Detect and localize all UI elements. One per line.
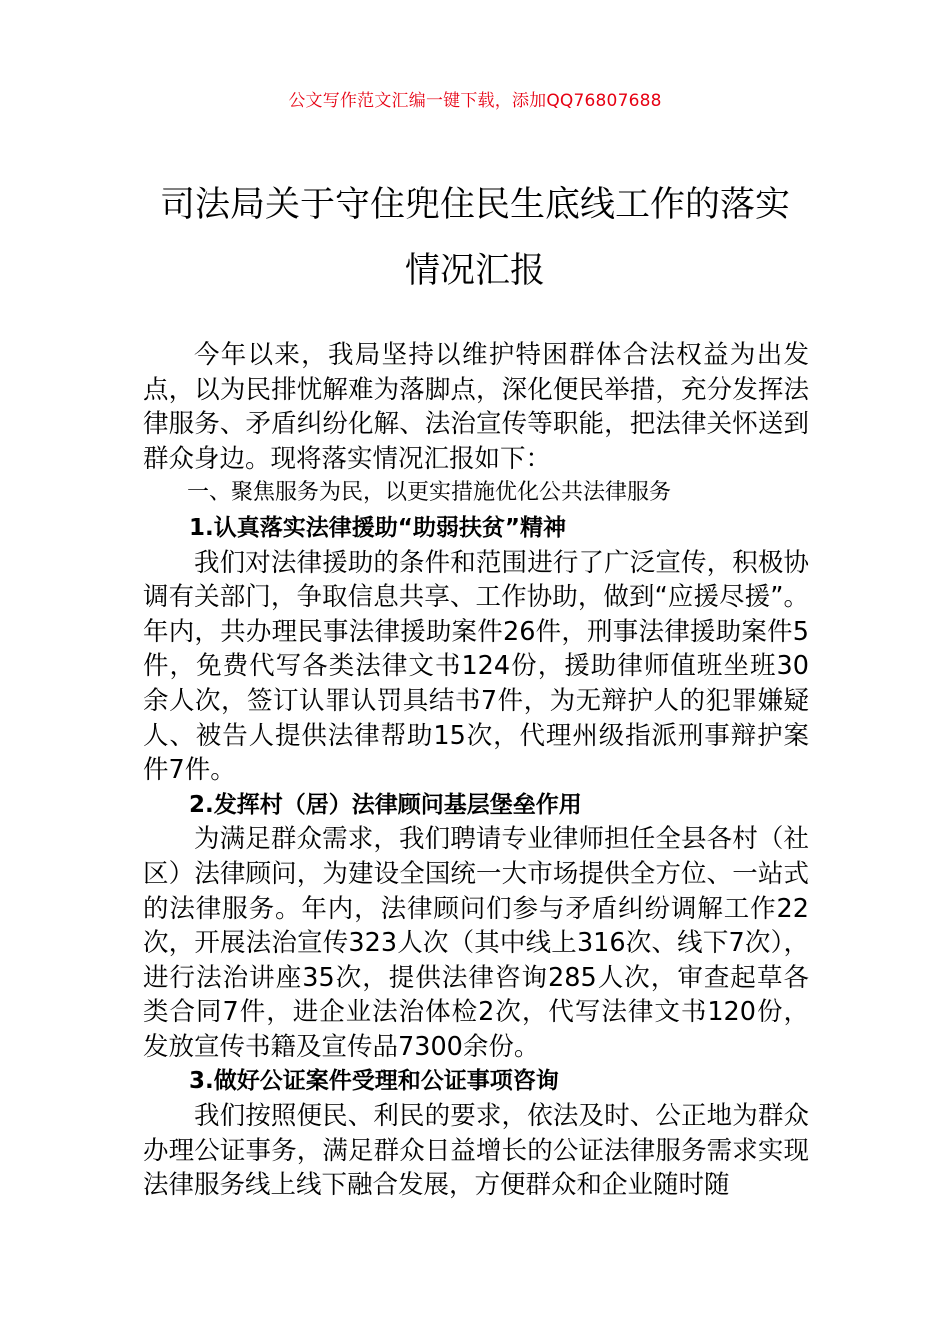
subheading-2: 2.发挥村（居）法律顾问基层堡垒作用 (189, 791, 582, 818)
paragraph-1: 我们对法律援助的条件和范围进行了广泛宣传，积极协调有关部门，争取信息共享、工作协助，做到“应援尽援”。年内，共办理民事法律援助案件26件，刑事法律援助案件5件，免费代写各类法律文书124份，援助律师值班坐班30余人次，签订认罪认罚具结书7件，为无辩护人的犯罪嫌疑人、被告人提供法律帮助15次，代理州级指派刑事辩护案件7件。 (143, 547, 809, 786)
intro-paragraph: 今年以来，我局坚持以维护特困群体合法权益为出发点，以为民排忧解难为落脚点，深化便民举措，充分发挥法律服务、矛盾纠纷化解、法治宣传等职能，把法律关怀送到群众身边。现将落实情况汇报如下： (143, 340, 809, 474)
paragraph-3: 我们按照便民、利民的要求，依法及时、公正地为群众办理公证事务，满足群众日益增长的公证法律服务需求实现法律服务线上线下融合发展，方便群众和企业随时随 (143, 1101, 809, 1201)
paragraph-2: 为满足群众需求，我们聘请专业律师担任全县各村（社区）法律顾问，为建设全国统一大市场提供全方位、一站式的法律服务。年内，法律顾问们参与矛盾纠纷调解工作22次，开展法治宣传323人次（其中线上316次、线下7次），进行法治讲座35次，提供法律咨询285人次，审查起草各类合同7件，进企业法治体检2次，代写法律文书120份，发放宣传书籍及宣传品7300余份。 (143, 824, 809, 1062)
subheading-1: 1.认真落实法律援助“助弱扶贫”精神 (189, 514, 566, 541)
document-body (143, 338, 809, 1203)
header-note: 公文写作范文汇编一键下载，添加QQ76807688 (288, 91, 662, 111)
section-heading-1: 一、聚焦服务为民，以更实措施优化公共法律服务 (187, 480, 672, 506)
subheading-3: 3.做好公证案件受理和公证事项咨询 (189, 1068, 559, 1095)
document-title (140, 172, 810, 304)
title-line-1: 司法局关于守住兜住民生底线工作的落实 (159, 185, 790, 225)
title-line-2: 情况汇报 (404, 251, 545, 291)
